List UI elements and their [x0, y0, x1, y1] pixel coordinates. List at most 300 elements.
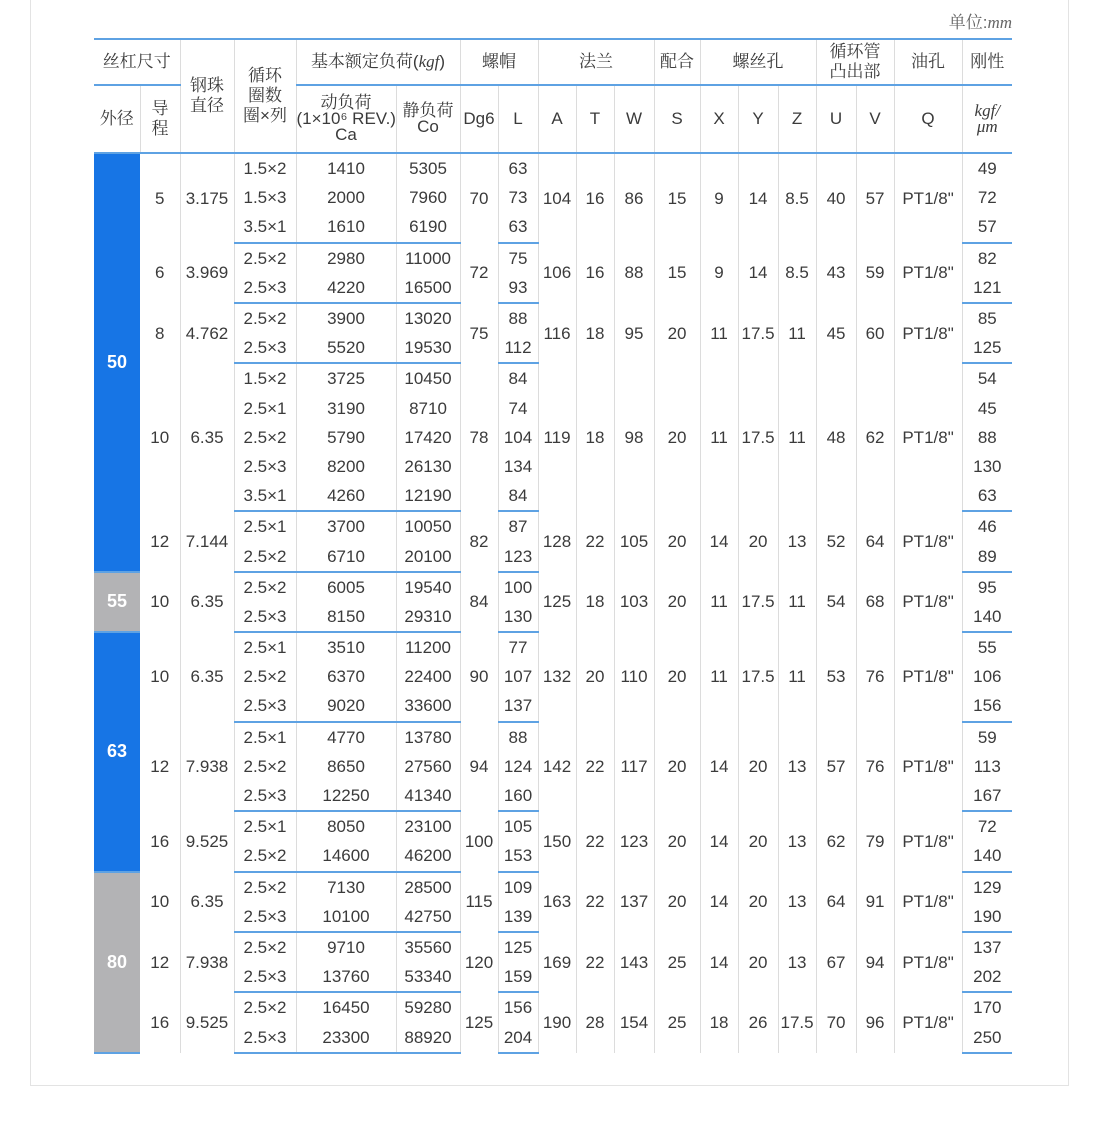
oil-q-cell: PT1/8": [894, 303, 962, 363]
static-load-cell: 11000: [396, 243, 460, 273]
table-row: [94, 992, 1012, 1022]
oil-q-cell: PT1/8": [894, 243, 962, 303]
bolt-x-cell: 14: [700, 722, 738, 812]
nut-length-cell: 109: [498, 872, 538, 902]
dg6-cell: 78: [460, 363, 498, 511]
nut-length-cell: 84: [498, 481, 538, 511]
flange-w-cell: 86: [614, 153, 654, 243]
rigidity-cell: 140: [962, 841, 1012, 871]
bolt-z-cell: 13: [778, 872, 816, 932]
header-dynamic-load: 动负荷 (1×10⁶ REV.) Ca: [296, 85, 396, 153]
bolt-y-cell: 17.5: [738, 632, 778, 722]
bolt-x-cell: 18: [700, 992, 738, 1052]
circuits-cell: 1.5×3: [234, 183, 296, 212]
static-load-cell: 11200: [396, 632, 460, 662]
header-ball-dia: 钢珠 直径: [180, 39, 234, 153]
return-u-cell: 40: [816, 153, 856, 243]
rigidity-cell: 190: [962, 902, 1012, 932]
circuits-cell: 2.5×1: [234, 722, 296, 752]
circuits-cell: 2.5×2: [234, 541, 296, 571]
table-row: [94, 932, 1012, 962]
bolt-z-cell: 13: [778, 811, 816, 871]
static-load-cell: 8710: [396, 394, 460, 423]
header-load-rating: 基本额定负荷(kgf): [296, 39, 460, 85]
dynamic-load-cell: 16450: [296, 992, 396, 1022]
circuits-cell: 2.5×3: [234, 962, 296, 992]
nut-length-cell: 112: [498, 333, 538, 363]
nut-length-cell: 123: [498, 541, 538, 571]
ball-dia-cell: 7.144: [180, 511, 234, 571]
bolt-y-cell: 26: [738, 992, 778, 1052]
rigidity-cell: 113: [973, 756, 1001, 776]
static-load-cell: 13780: [396, 722, 460, 752]
return-u-cell: 64: [816, 872, 856, 932]
table-row: [94, 572, 1012, 602]
outer-dia-cell: 80: [94, 872, 140, 1053]
static-load-cell: 22400: [396, 662, 460, 691]
header-u: U: [816, 85, 856, 153]
bolt-y-cell: 20: [738, 932, 778, 992]
nut-length-cell: 77: [498, 632, 538, 662]
circuits-cell: 2.5×2: [234, 243, 296, 273]
bolt-y-cell: 17.5: [738, 572, 778, 632]
table-row: [94, 632, 1012, 662]
flange-a-cell: 190: [538, 992, 576, 1052]
nut-length-cell: 88: [498, 722, 538, 752]
ball-dia-cell: 4.762: [180, 303, 234, 363]
flange-a-cell: 128: [538, 511, 576, 571]
flange-t-cell: 22: [576, 932, 614, 992]
return-v-cell: 91: [856, 872, 894, 932]
flange-a-cell: 106: [538, 243, 576, 303]
dg6-cell: 90: [460, 632, 498, 722]
bolt-y-cell: 17.5: [738, 363, 778, 511]
fit-s-cell: 20: [654, 722, 700, 812]
return-v-cell: 79: [856, 811, 894, 871]
dynamic-load-cell: 3700: [296, 511, 396, 541]
lead-cell: 12: [140, 722, 180, 812]
nut-length-cell: 93: [498, 273, 538, 303]
bolt-x-cell: 14: [700, 811, 738, 871]
dg6-cell: 115: [460, 872, 498, 932]
return-u-cell: 48: [816, 363, 856, 511]
flange-w-cell: 95: [614, 303, 654, 363]
oil-q-cell: PT1/8": [894, 992, 962, 1052]
dynamic-load-cell: 1410: [296, 153, 396, 183]
bolt-z-cell: 8.5: [778, 243, 816, 303]
flange-a-cell: 169: [538, 932, 576, 992]
bolt-z-cell: 8.5: [778, 153, 816, 243]
lead-cell: 10: [140, 363, 180, 511]
nut-length-cell: 75: [498, 243, 538, 273]
header-outer-dia: 外径: [94, 85, 140, 153]
flange-t-cell: 22: [576, 872, 614, 932]
dg6-cell: 125: [460, 992, 498, 1052]
static-load-cell: 88920: [396, 1022, 460, 1052]
rigidity-cell: 88: [977, 427, 997, 447]
lead-cell: 16: [140, 811, 180, 871]
static-load-cell: 46200: [396, 841, 460, 871]
dynamic-load-cell: 9710: [296, 932, 396, 962]
static-load-cell: 53340: [396, 962, 460, 992]
static-load-cell: 23100: [396, 811, 460, 841]
return-u-cell: 62: [816, 811, 856, 871]
lead-cell: 12: [140, 932, 180, 992]
dynamic-load-cell: 3900: [296, 303, 396, 333]
flange-a-cell: 132: [538, 632, 576, 722]
nut-length-cell: 74: [498, 394, 538, 423]
bolt-y-cell: 20: [738, 722, 778, 812]
fit-s-cell: 20: [654, 811, 700, 871]
static-load-cell: 42750: [396, 902, 460, 932]
oil-q-cell: PT1/8": [894, 872, 962, 932]
rigidity-cell: 57: [962, 212, 1012, 242]
table-row: [94, 153, 1012, 183]
oil-q-cell: PT1/8": [894, 632, 962, 722]
ball-dia-cell: 7.938: [180, 722, 234, 812]
table-row: [94, 872, 1012, 902]
lead-cell: 10: [140, 572, 180, 632]
header-s: S: [654, 85, 700, 153]
bolt-y-cell: 20: [738, 811, 778, 871]
rigidity-cell: 250: [962, 1022, 1012, 1052]
bolt-y-cell: 14: [738, 153, 778, 243]
flange-t-cell: 22: [576, 511, 614, 571]
fit-s-cell: 15: [654, 153, 700, 243]
rigidity-cell: 125: [962, 333, 1012, 363]
oil-q-cell: PT1/8": [894, 811, 962, 871]
return-v-cell: 76: [856, 632, 894, 722]
fit-s-cell: 20: [654, 363, 700, 511]
oil-q-cell: PT1/8": [894, 722, 962, 812]
nut-length-cell: 107: [498, 662, 538, 691]
header-rigidity-unit: kgf/ μm: [962, 85, 1012, 153]
lead-cell: 5: [140, 153, 180, 243]
return-v-cell: 64: [856, 511, 894, 571]
nut-length-cell: 73: [498, 183, 538, 212]
bolt-x-cell: 11: [700, 632, 738, 722]
fit-s-cell: 25: [654, 992, 700, 1052]
header-x: X: [700, 85, 738, 153]
header-q: Q: [894, 85, 962, 153]
flange-t-cell: 18: [576, 303, 614, 363]
rigidity-cell: 46: [977, 517, 997, 537]
nut-length-cell: 100: [498, 572, 538, 602]
return-v-cell: 57: [856, 153, 894, 243]
bolt-z-cell: 11: [778, 572, 816, 632]
header-oil-hole: 油孔: [894, 39, 962, 85]
oil-q-cell: PT1/8": [894, 153, 962, 243]
oil-q-cell: PT1/8": [894, 572, 962, 632]
header-y: Y: [738, 85, 778, 153]
rigidity-cell: 130: [973, 456, 1002, 476]
dg6-cell: 84: [460, 572, 498, 632]
flange-t-cell: 22: [576, 811, 614, 871]
nut-length-cell: 63: [498, 212, 538, 242]
nut-length-cell: 130: [498, 602, 538, 632]
rigidity-cell: 63: [962, 481, 1012, 511]
header-a: A: [538, 85, 576, 153]
ball-dia-cell: 9.525: [180, 811, 234, 871]
flange-t-cell: 16: [576, 153, 614, 243]
dynamic-load-cell: 1610: [296, 212, 396, 242]
circuits-cell: 3.5×1: [234, 481, 296, 511]
rigidity-cell: 170: [973, 998, 1002, 1018]
circuits-cell: 2.5×2: [234, 752, 296, 781]
return-u-cell: 67: [816, 932, 856, 992]
bolt-x-cell: 14: [700, 511, 738, 571]
flange-w-cell: 105: [614, 511, 654, 571]
circuits-cell: 2.5×2: [234, 992, 296, 1022]
dynamic-load-cell: 4260: [296, 481, 396, 511]
rigidity-cell: 156: [962, 691, 1012, 721]
nut-length-cell: 204: [498, 1022, 538, 1052]
fit-s-cell: 25: [654, 932, 700, 992]
dynamic-load-cell: 3725: [296, 363, 396, 393]
flange-w-cell: 117: [614, 722, 654, 812]
flange-a-cell: 119: [538, 363, 576, 511]
rigidity-cell: 72: [977, 817, 997, 837]
circuits-cell: 2.5×2: [234, 572, 296, 602]
rigidity-cell: 140: [962, 602, 1012, 632]
flange-t-cell: 28: [576, 992, 614, 1052]
static-load-cell: 7960: [396, 183, 460, 212]
ball-dia-cell: 6.35: [180, 872, 234, 932]
circuits-cell: 2.5×1: [234, 811, 296, 841]
rigidity-cell: 129: [973, 877, 1002, 897]
flange-w-cell: 137: [614, 872, 654, 932]
static-load-cell: 10450: [396, 363, 460, 393]
header-z: Z: [778, 85, 816, 153]
flange-a-cell: 125: [538, 572, 576, 632]
fit-s-cell: 20: [654, 511, 700, 571]
dynamic-load-cell: 12250: [296, 781, 396, 811]
lead-cell: 12: [140, 511, 180, 571]
static-load-cell: 6190: [396, 212, 460, 242]
ball-dia-cell: 7.938: [180, 932, 234, 992]
ball-dia-cell: 6.35: [180, 572, 234, 632]
circuits-cell: 2.5×1: [234, 511, 296, 541]
nut-length-cell: 134: [498, 452, 538, 481]
static-load-cell: 20100: [396, 541, 460, 571]
nut-length-cell: 139: [498, 902, 538, 932]
dynamic-load-cell: 4220: [296, 273, 396, 303]
header-t: T: [576, 85, 614, 153]
flange-t-cell: 18: [576, 363, 614, 511]
flange-a-cell: 150: [538, 811, 576, 871]
bolt-z-cell: 11: [778, 363, 816, 511]
table-row: [94, 722, 1012, 752]
dynamic-load-cell: 9020: [296, 691, 396, 721]
return-v-cell: 94: [856, 932, 894, 992]
bolt-x-cell: 14: [700, 932, 738, 992]
circuits-cell: 2.5×3: [234, 1022, 296, 1052]
flange-t-cell: 18: [576, 572, 614, 632]
static-load-cell: 17420: [396, 423, 460, 452]
dg6-cell: 120: [460, 932, 498, 992]
dynamic-load-cell: 5790: [296, 423, 396, 452]
header-dg6: Dg6: [460, 85, 498, 153]
ball-screw-spec-table: [94, 38, 1012, 1054]
nut-length-cell: 87: [498, 511, 538, 541]
nut-length-cell: 153: [498, 841, 538, 871]
rigidity-cell: 45: [977, 398, 997, 418]
static-load-cell: 33600: [396, 691, 460, 721]
return-v-cell: 59: [856, 243, 894, 303]
nut-length-cell: 84: [498, 363, 538, 393]
circuits-cell: 2.5×1: [234, 632, 296, 662]
circuits-cell: 3.5×1: [234, 212, 296, 242]
table-row: [94, 811, 1012, 841]
bolt-x-cell: 11: [700, 363, 738, 511]
nut-length-cell: 156: [498, 992, 538, 1022]
circuits-cell: 2.5×1: [234, 394, 296, 423]
bolt-z-cell: 13: [778, 511, 816, 571]
flange-t-cell: 16: [576, 243, 614, 303]
return-u-cell: 53: [816, 632, 856, 722]
dg6-cell: 72: [460, 243, 498, 303]
return-u-cell: 57: [816, 722, 856, 812]
static-load-cell: 16500: [396, 273, 460, 303]
circuits-cell: 2.5×3: [234, 602, 296, 632]
dg6-cell: 82: [460, 511, 498, 571]
return-u-cell: 52: [816, 511, 856, 571]
static-load-cell: 19540: [396, 572, 460, 602]
return-u-cell: 54: [816, 572, 856, 632]
bolt-z-cell: 13: [778, 722, 816, 812]
oil-q-cell: PT1/8": [894, 511, 962, 571]
nut-length-cell: 125: [498, 932, 538, 962]
flange-w-cell: 110: [614, 632, 654, 722]
dynamic-load-cell: 8200: [296, 452, 396, 481]
fit-s-cell: 20: [654, 872, 700, 932]
unit-label: 单位:mm: [948, 13, 1012, 32]
bolt-z-cell: 17.5: [778, 992, 816, 1052]
circuits-cell: 2.5×3: [234, 273, 296, 303]
rigidity-cell: 82: [977, 248, 997, 268]
nut-length-cell: 160: [498, 781, 538, 811]
bolt-y-cell: 17.5: [738, 303, 778, 363]
ball-dia-cell: 6.35: [180, 632, 234, 722]
flange-a-cell: 163: [538, 872, 576, 932]
static-load-cell: 59280: [396, 992, 460, 1022]
circuits-cell: 2.5×3: [234, 781, 296, 811]
flange-t-cell: 22: [576, 722, 614, 812]
flange-a-cell: 116: [538, 303, 576, 363]
flange-w-cell: 103: [614, 572, 654, 632]
nut-length-cell: 88: [498, 303, 538, 333]
nut-length-cell: 63: [498, 153, 538, 183]
flange-t-cell: 20: [576, 632, 614, 722]
rigidity-cell: 106: [973, 667, 1002, 687]
ball-dia-cell: 3.175: [180, 153, 234, 243]
return-v-cell: 62: [856, 363, 894, 511]
table-row: [94, 243, 1012, 273]
return-v-cell: 96: [856, 992, 894, 1052]
header-static-load: 静负荷 Co: [396, 85, 460, 153]
outer-dia-cell: 63: [94, 632, 140, 872]
static-load-cell: 10050: [396, 511, 460, 541]
lead-cell: 16: [140, 992, 180, 1052]
bolt-y-cell: 20: [738, 872, 778, 932]
circuits-cell: 2.5×2: [234, 303, 296, 333]
table-row: [94, 303, 1012, 333]
static-load-cell: 12190: [396, 481, 460, 511]
rigidity-cell: 54: [977, 369, 997, 389]
bolt-x-cell: 11: [700, 572, 738, 632]
dynamic-load-cell: 13760: [296, 962, 396, 992]
circuits-cell: 2.5×3: [234, 902, 296, 932]
circuits-cell: 1.5×2: [234, 153, 296, 183]
fit-s-cell: 15: [654, 243, 700, 303]
lead-cell: 6: [140, 243, 180, 303]
header-lead: 导 程: [140, 85, 180, 153]
nut-length-cell: 137: [498, 691, 538, 721]
circuits-cell: 2.5×2: [234, 872, 296, 902]
circuits-cell: 1.5×2: [234, 363, 296, 393]
header-bolt-hole: 螺丝孔: [700, 39, 816, 85]
static-load-cell: 19530: [396, 333, 460, 363]
static-load-cell: 5305: [396, 153, 460, 183]
static-load-cell: 35560: [396, 932, 460, 962]
fit-s-cell: 20: [654, 303, 700, 363]
static-load-cell: 41340: [396, 781, 460, 811]
dynamic-load-cell: 14600: [296, 841, 396, 871]
ball-dia-cell: 3.969: [180, 243, 234, 303]
header-l: L: [498, 85, 538, 153]
flange-w-cell: 154: [614, 992, 654, 1052]
rigidity-cell: 49: [977, 159, 997, 179]
flange-w-cell: 98: [614, 363, 654, 511]
circuits-cell: 2.5×2: [234, 841, 296, 871]
return-u-cell: 45: [816, 303, 856, 363]
dg6-cell: 70: [460, 153, 498, 243]
table-row: [94, 363, 1012, 393]
bolt-z-cell: 11: [778, 632, 816, 722]
dynamic-load-cell: 8150: [296, 602, 396, 632]
bolt-y-cell: 14: [738, 243, 778, 303]
circuits-cell: 2.5×2: [234, 662, 296, 691]
header-flange: 法兰: [538, 39, 654, 85]
rigidity-cell: 121: [962, 273, 1012, 303]
rigidity-cell: 137: [973, 937, 1002, 957]
header-nut: 螺帽: [460, 39, 538, 85]
dynamic-load-cell: 7130: [296, 872, 396, 902]
dynamic-load-cell: 5520: [296, 333, 396, 363]
bolt-x-cell: 9: [700, 243, 738, 303]
lead-cell: 8: [140, 303, 180, 363]
rigidity-cell: 167: [962, 781, 1012, 811]
rigidity-cell: 59: [977, 727, 997, 747]
header-circuits: 循环 圈数 圈×列: [234, 39, 296, 153]
rigidity-cell: 72: [977, 188, 997, 208]
static-load-cell: 29310: [396, 602, 460, 632]
ball-dia-cell: 6.35: [180, 363, 234, 511]
circuits-cell: 2.5×3: [234, 452, 296, 481]
return-u-cell: 43: [816, 243, 856, 303]
flange-w-cell: 143: [614, 932, 654, 992]
header-screw-size: 丝杠尺寸: [94, 39, 180, 85]
dynamic-load-cell: 2000: [296, 183, 396, 212]
fit-s-cell: 20: [654, 632, 700, 722]
static-load-cell: 13020: [396, 303, 460, 333]
nut-length-cell: 105: [498, 811, 538, 841]
oil-q-cell: PT1/8": [894, 363, 962, 511]
header-v: V: [856, 85, 894, 153]
table-row: [94, 511, 1012, 541]
bolt-y-cell: 20: [738, 511, 778, 571]
dg6-cell: 75: [460, 303, 498, 363]
